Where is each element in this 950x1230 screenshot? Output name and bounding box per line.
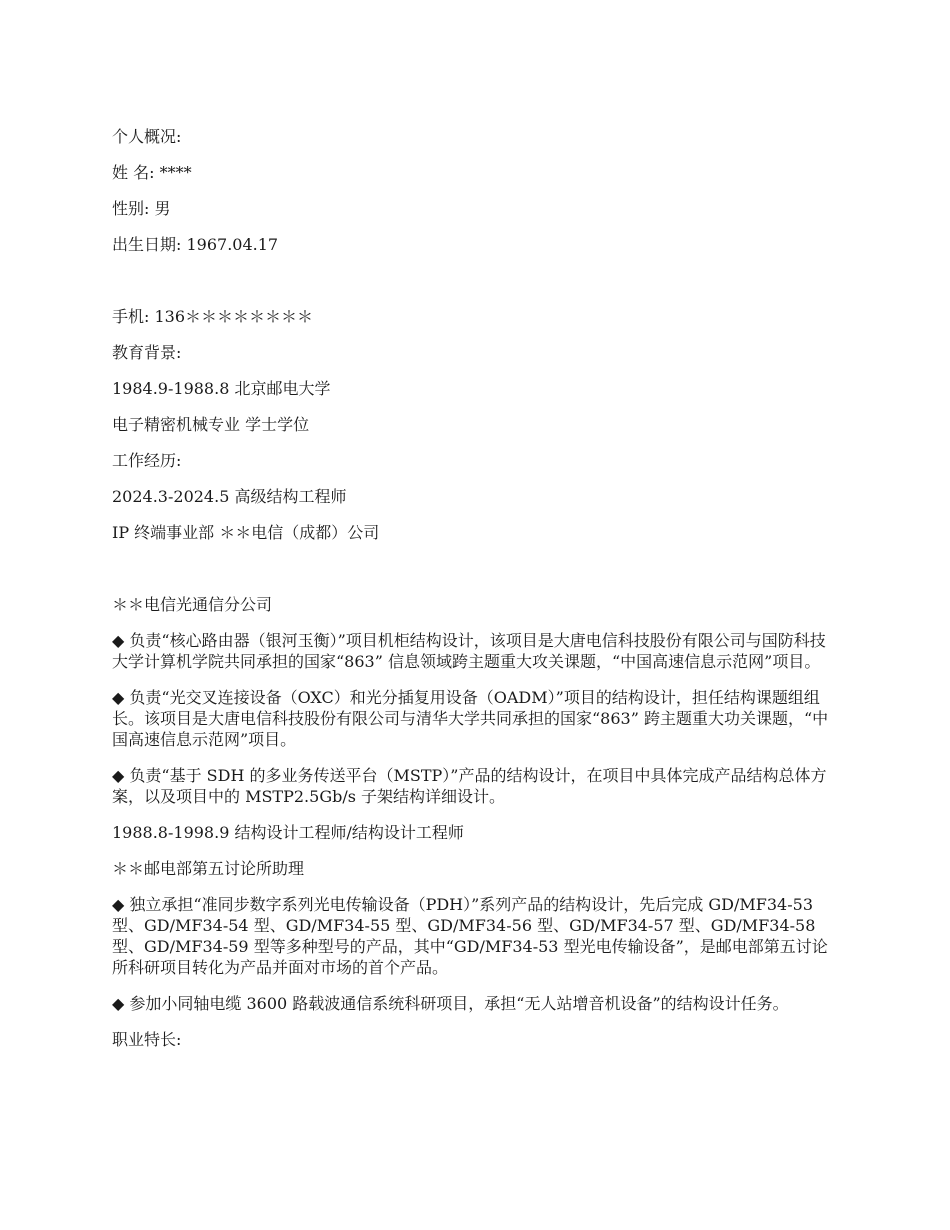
personal-heading: 个人概况: bbox=[112, 127, 182, 146]
skills-heading: 职业特长: bbox=[112, 1030, 182, 1049]
job1-division: ＊＊电信光通信分公司 bbox=[112, 595, 273, 614]
job2-company: ＊＊邮电部第五讨论所助理 bbox=[112, 859, 305, 878]
resume-document bbox=[112, 126, 834, 1065]
job1-bullet: ◆ 负责“基于 SDH 的多业务传送平台（MSTP）”产品的结构设计，在项目中具体完成产品结构总体方案，以及项目中的 MSTP2.5Gb/s 子架结构详细设计。 bbox=[112, 766, 827, 806]
mobile-field: 手机: 136＊＊＊＊＊＊＊＊ bbox=[112, 307, 314, 326]
gender-field: 性别: 男 bbox=[112, 199, 171, 218]
job1-period-title: 2024.3-2024.5 高级结构工程师 bbox=[112, 487, 347, 506]
blank-line bbox=[112, 270, 834, 306]
job1-bullet: ◆ 负责“光交叉连接设备（OXC）和光分插复用设备（OADM）”项目的结构设计，担任结构课题组组长。该项目是大唐电信科技股份有限公司与清华大学共同承担的国家“863” 跨主题重大功关课题，“中国高速信息示范网”项目。 bbox=[112, 688, 829, 749]
job2-period-title: 1988.8-1998.9 结构设计工程师/结构设计工程师 bbox=[112, 823, 464, 842]
job1-bullet: ◆ 负责“核心路由器（银河玉衡）”项目机柜结构设计，该项目是大唐电信科技股份有限公司与国防科技大学计算机学院共同承担的国家“863” 信息领域跨主题重大攻关课题，“中国高速信息示范网”项目。 bbox=[112, 631, 826, 671]
education-major-degree: 电子精密机械专业 学士学位 bbox=[112, 415, 310, 434]
education-period-school: 1984.9-1988.8 北京邮电大学 bbox=[112, 379, 331, 398]
blank-line bbox=[112, 558, 834, 594]
job2-bullet: ◆ 独立承担“准同步数字系列光电传输设备（PDH）”系列产品的结构设计，先后完成 GD/MF34-53 型、GD/MF34-54 型、GD/MF34-55 型、GD/MF34-56 型、GD/MF34-57 型、GD/MF34-58 型、GD/MF34-59 型等多种型号的产品，其中“GD/MF34-53 型光电传输设备”，是邮电部第五讨论所科研项目转化为产品并面对市场的首个产品。 bbox=[112, 895, 828, 977]
birth-date-field: 出生日期: 1967.04.17 bbox=[112, 235, 279, 254]
job2-bullet: ◆ 参加小同轴电缆 3600 路载波通信系统科研项目，承担“无人站增音机设备”的结构设计任务。 bbox=[112, 994, 789, 1013]
work-heading: 工作经历: bbox=[112, 451, 182, 470]
name-field: 姓 名: **** bbox=[112, 163, 192, 182]
education-heading: 教育背景: bbox=[112, 343, 182, 362]
job1-company: IP 终端事业部 ＊＊电信（成都）公司 bbox=[112, 523, 380, 542]
